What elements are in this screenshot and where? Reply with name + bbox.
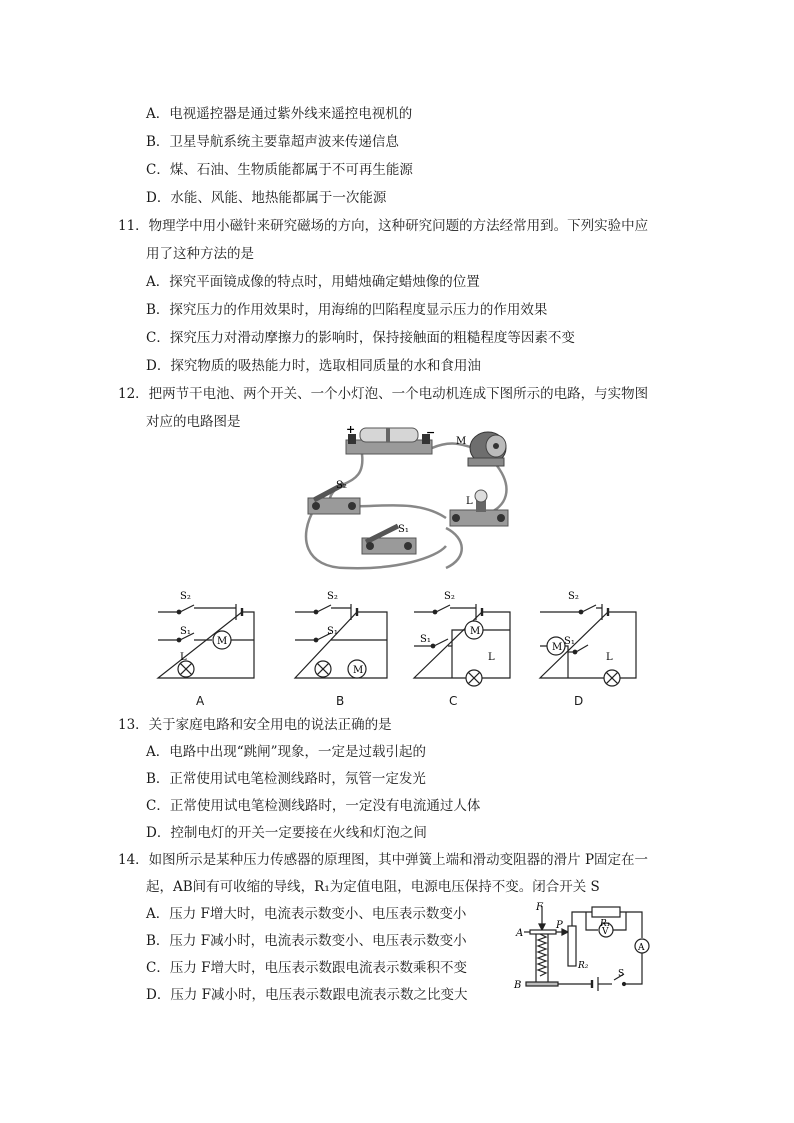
q11-option-b: B．探究压力的作用效果时，用海绵的凹陷程度显示压力的作用效果 xyxy=(146,302,548,318)
circuit-b-motor-label: M xyxy=(353,665,364,676)
q14-pressure-sensor-diagram xyxy=(512,900,662,1000)
q14-option-a: A．压力 F增大时，电流表示数变小、电压表示数变小 xyxy=(146,906,467,922)
circuit-caption-d: D xyxy=(574,694,584,708)
circuit-a-motor-label: M xyxy=(217,636,228,647)
sensor-r1-label: R₁ xyxy=(600,919,611,929)
photo-s2-label: S₂ xyxy=(336,480,347,491)
circuit-c-s2-label: S₂ xyxy=(444,591,455,602)
q11-option-c: C．探究压力对滑动摩擦力的影响时，保持接触面的粗糙程度等因素不变 xyxy=(146,330,575,346)
circuit-c xyxy=(414,604,510,686)
q13-option-d: D．控制电灯的开关一定要接在火线和灯泡之间 xyxy=(146,825,427,841)
photo-motor-label: M xyxy=(456,436,467,447)
q11-stem-line1: 11．物理学中用小磁针来研究磁场的方向，这种研究问题的方法经常用到。下列实验中应 xyxy=(118,218,649,234)
circuit-d-s2-label: S₂ xyxy=(568,591,579,602)
circuit-c-lamp-label: L xyxy=(488,652,495,663)
sensor-b-label: B xyxy=(514,980,522,991)
circuit-a-s1-label: S₁ xyxy=(180,626,191,637)
q13-option-b: B．正常使用试电笔检测线路时，氖管一定发光 xyxy=(146,771,426,787)
circuit-a-s2-label: S₂ xyxy=(180,591,191,602)
q14-stem-line2: 起，AB间有可收缩的导线，R₁为定值电阻，电源电压保持不变。闭合开关 S xyxy=(146,879,600,895)
q14-option-d: D．压力 F减小时，电压表示数跟电流表示数之比变大 xyxy=(146,987,468,1003)
q12-circuit-options xyxy=(150,590,640,690)
circuit-d-motor-label: M xyxy=(552,642,563,653)
q14-option-c: C．压力 F增大时，电压表示数跟电流表示数乘积不变 xyxy=(146,960,467,976)
sensor-f-label: F xyxy=(536,902,543,913)
ammeter-label: A xyxy=(638,943,645,953)
sensor-a-label: A xyxy=(516,928,524,939)
q12-stem-line2: 对应的电路图是 xyxy=(146,414,241,430)
photo-s1-label: S₁ xyxy=(398,524,409,535)
photo-minus-label: − xyxy=(426,426,436,439)
circuit-b xyxy=(295,604,387,678)
photo-lamp-label: L xyxy=(466,496,473,507)
q11-option-a: A．探究平面镜成像的特点时，用蜡烛确定蜡烛像的位置 xyxy=(146,274,480,290)
q13-option-a: A．电路中出现“跳闸”现象，一定是过载引起的 xyxy=(146,744,427,760)
circuit-b-s2-label: S₂ xyxy=(327,591,338,602)
q12-physical-circuit-figure xyxy=(296,418,526,578)
q10-option-d: D．水能、风能、地热能都属于一次能源 xyxy=(146,190,387,206)
circuit-a-lamp-label: L xyxy=(180,652,187,663)
circuit-c-motor-label: M xyxy=(470,626,481,637)
q10-option-a: A．电视遥控器是通过紫外线来遥控电视机的 xyxy=(146,106,413,122)
q11-stem-line2: 用了这种方法的是 xyxy=(146,246,254,262)
circuit-a xyxy=(158,604,254,678)
voltmeter-label: V xyxy=(602,927,609,937)
q12-stem-line1: 12．把两节干电池、两个开关、一个小灯泡、一个电动机连成下图所示的电路，与实物图 xyxy=(118,386,649,402)
q14-option-b: B．压力 F减小时，电流表示数变小、电压表示数变小 xyxy=(146,933,467,949)
photo-plus-label: + xyxy=(346,423,356,436)
q10-option-c: C．煤、石油、生物质能都属于不可再生能源 xyxy=(146,162,413,178)
circuit-caption-c: C xyxy=(449,694,458,708)
q11-option-d: D．探究物质的吸热能力时，选取相同质量的水和食用油 xyxy=(146,358,481,374)
circuit-b-s1-label: S₁ xyxy=(327,626,338,637)
q10-option-b: B．卫星导航系统主要靠超声波来传递信息 xyxy=(146,134,399,150)
sensor-r2-label: R₂ xyxy=(578,961,589,971)
q13-option-c: C．正常使用试电笔检测线路时，一定没有电流通过人体 xyxy=(146,798,481,814)
circuit-c-s1-label: S₁ xyxy=(420,634,431,645)
sensor-s-label: S xyxy=(618,969,625,979)
circuit-d-lamp-label: L xyxy=(606,652,613,663)
circuit-caption-b: B xyxy=(336,694,345,708)
circuit-d-s1-label: S₁ xyxy=(564,636,575,647)
circuit-caption-a: A xyxy=(196,694,205,708)
q13-stem: 13．关于家庭电路和安全用电的说法正确的是 xyxy=(118,717,392,733)
sensor-p-label: P xyxy=(556,920,563,931)
q14-stem-line1: 14．如图所示是某种压力传感器的原理图，其中弹簧上端和滑动变阻器的滑片 P固定在一 xyxy=(118,852,649,868)
